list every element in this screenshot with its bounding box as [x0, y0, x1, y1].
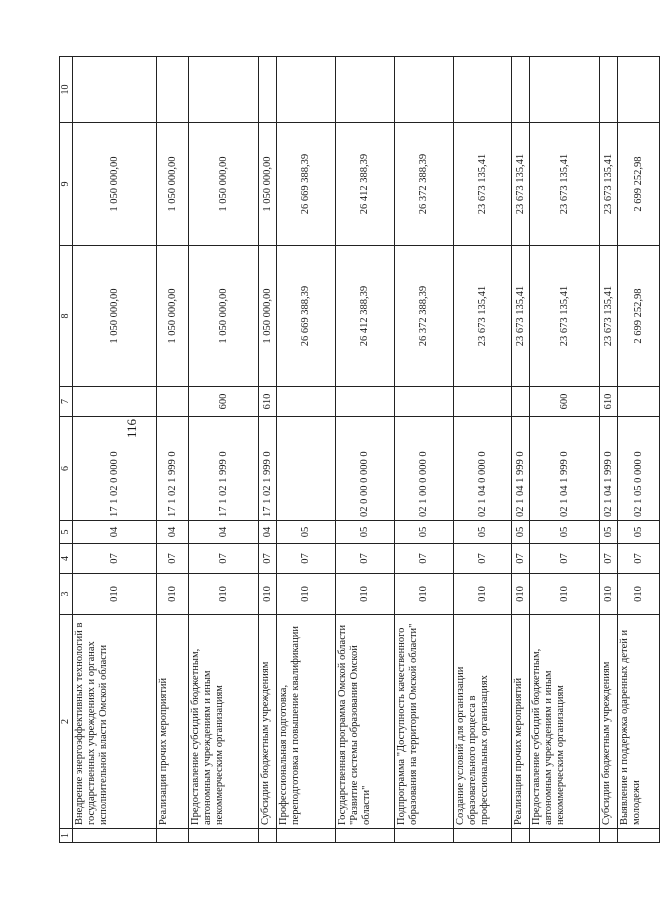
column-number: 5 — [60, 521, 73, 544]
subsection-code-cell: 05 — [600, 521, 618, 544]
row-name-cell: Профессиональная подготовка, переподготовка и повышение квалификации — [277, 615, 336, 829]
amount-cell: 1 050 000,00 — [157, 246, 189, 387]
amount-cell: 23 673 135,41 — [600, 123, 618, 246]
row-index-cell — [512, 829, 530, 843]
expense-type-cell — [618, 387, 660, 417]
subsection-code-cell: 04 — [189, 521, 259, 544]
section-code-cell: 07 — [189, 544, 259, 574]
table-row — [259, 57, 277, 843]
amount-cell: 2 699 252,98 — [618, 123, 660, 246]
section-code-cell: 07 — [259, 544, 277, 574]
target-article-cell: 02 1 04 1 999 0 — [600, 417, 618, 521]
row-index-cell — [530, 829, 600, 843]
row-name-cell: Субсидии бюджетным учреждениям — [259, 615, 277, 829]
section-code-cell: 07 — [530, 544, 600, 574]
subsection-code-cell: 05 — [512, 521, 530, 544]
row-name-cell: Реализация прочих мероприятий — [157, 615, 189, 829]
section-code-cell: 07 — [395, 544, 454, 574]
row-name-cell: Создание условий для организации образовательного процесса в профессиональных организациях — [454, 615, 512, 829]
amount-cell — [454, 57, 512, 123]
amount-cell — [530, 57, 600, 123]
expense-type-cell — [454, 387, 512, 417]
expense-type-cell — [512, 387, 530, 417]
amount-cell — [395, 57, 454, 123]
amount-cell: 26 372 388,39 — [395, 246, 454, 387]
amount-cell: 1 050 000,00 — [73, 246, 157, 387]
row-index-cell — [336, 829, 395, 843]
amount-cell: 23 673 135,41 — [454, 123, 512, 246]
section-code-cell: 07 — [336, 544, 395, 574]
column-number: 7 — [60, 387, 73, 417]
row-index-cell — [73, 829, 157, 843]
amount-cell: 1 050 000,00 — [259, 123, 277, 246]
section-code-cell: 07 — [73, 544, 157, 574]
row-index-cell — [277, 829, 336, 843]
subsection-code-cell: 05 — [336, 521, 395, 544]
row-index-cell — [618, 829, 660, 843]
ministry-code-cell: 010 — [395, 574, 454, 615]
row-name-cell: Внедрение энергоэффективных технологий в государственных учреждениях и органах исполнительной власти Омской области — [73, 615, 157, 829]
table-row — [277, 57, 336, 843]
row-name-cell: Выявление и поддержка одаренных детей и молодежи — [618, 615, 660, 829]
ministry-code-cell: 010 — [454, 574, 512, 615]
row-name-cell: Субсидии бюджетным учреждениям — [600, 615, 618, 829]
amount-cell: 23 673 135,41 — [454, 246, 512, 387]
row-index-cell — [157, 829, 189, 843]
expense-type-cell — [157, 387, 189, 417]
amount-cell: 26 412 388,39 — [336, 123, 395, 246]
amount-cell: 26 412 388,39 — [336, 246, 395, 387]
column-number: 4 — [60, 544, 73, 574]
table-body — [60, 57, 660, 843]
subsection-code-cell: 05 — [530, 521, 600, 544]
amount-cell: 26 669 388,39 — [277, 246, 336, 387]
expense-type-cell: 600 — [530, 387, 600, 417]
row-name-cell: Реализация прочих мероприятий — [512, 615, 530, 829]
subsection-code-cell: 04 — [157, 521, 189, 544]
section-code-cell: 07 — [512, 544, 530, 574]
target-article-cell: 02 1 04 1 999 0 — [530, 417, 600, 521]
budget-table — [59, 56, 660, 843]
expense-type-cell: 610 — [259, 387, 277, 417]
ministry-code-cell: 010 — [73, 574, 157, 615]
expense-type-cell — [73, 387, 157, 417]
table-row — [512, 57, 530, 843]
page-number: 116 — [124, 418, 139, 438]
row-index-cell — [600, 829, 618, 843]
table-row — [73, 57, 157, 843]
ministry-code-cell: 010 — [336, 574, 395, 615]
amount-cell: 23 673 135,41 — [600, 246, 618, 387]
amount-cell: 1 050 000,00 — [73, 123, 157, 246]
row-index-cell — [259, 829, 277, 843]
expense-type-cell — [336, 387, 395, 417]
ministry-code-cell: 010 — [277, 574, 336, 615]
ministry-code-cell: 010 — [512, 574, 530, 615]
subsection-code-cell: 05 — [454, 521, 512, 544]
amount-cell: 1 050 000,00 — [259, 246, 277, 387]
amount-cell — [73, 57, 157, 123]
ministry-code-cell: 010 — [259, 574, 277, 615]
subsection-code-cell: 05 — [277, 521, 336, 544]
amount-cell — [618, 57, 660, 123]
row-name-cell: Государственная программа Омской области "Развитие системы образования Омской области" — [336, 615, 395, 829]
table-row — [395, 57, 454, 843]
table-row — [618, 57, 660, 843]
section-code-cell: 07 — [600, 544, 618, 574]
amount-cell — [189, 57, 259, 123]
target-article-cell: 17 1 02 1 999 0 — [157, 417, 189, 521]
section-code-cell: 07 — [157, 544, 189, 574]
amount-cell: 23 673 135,41 — [512, 246, 530, 387]
amount-cell — [259, 57, 277, 123]
row-name-cell: Предоставление субсидий бюджетным, автономным учреждениям и иным некоммерческим организациям — [530, 615, 600, 829]
column-number-row — [60, 57, 73, 843]
target-article-cell: 17 1 02 1 999 0 — [259, 417, 277, 521]
subsection-code-cell: 05 — [395, 521, 454, 544]
section-code-cell: 07 — [618, 544, 660, 574]
subsection-code-cell: 05 — [618, 521, 660, 544]
row-index-cell — [454, 829, 512, 843]
amount-cell — [277, 57, 336, 123]
target-article-cell: 02 0 00 0 000 0 — [336, 417, 395, 521]
ministry-code-cell: 010 — [530, 574, 600, 615]
column-number: 10 — [60, 57, 73, 123]
amount-cell — [336, 57, 395, 123]
section-code-cell: 07 — [277, 544, 336, 574]
column-number: 1 — [60, 829, 73, 843]
target-article-cell: 17 1 02 1 999 0 — [189, 417, 259, 521]
amount-cell: 26 372 388,39 — [395, 123, 454, 246]
table-row — [600, 57, 618, 843]
amount-cell — [157, 57, 189, 123]
target-article-cell: 02 1 04 0 000 0 — [454, 417, 512, 521]
ministry-code-cell: 010 — [600, 574, 618, 615]
amount-cell: 23 673 135,41 — [530, 246, 600, 387]
column-number: 9 — [60, 123, 73, 246]
rotated-page-content — [59, 57, 644, 843]
subsection-code-cell: 04 — [73, 521, 157, 544]
column-number: 8 — [60, 246, 73, 387]
row-name-cell: Подпрограмма "Доступность качественного образования на территории Омской области" — [395, 615, 454, 829]
table-row — [336, 57, 395, 843]
target-article-cell — [277, 417, 336, 521]
target-article-cell: 17 1 02 0 000 0 — [73, 417, 157, 521]
table-row — [157, 57, 189, 843]
amount-cell: 1 050 000,00 — [189, 246, 259, 387]
amount-cell: 1 050 000,00 — [189, 123, 259, 246]
column-number: 6 — [60, 417, 73, 521]
subsection-code-cell: 04 — [259, 521, 277, 544]
column-number: 2 — [60, 615, 73, 829]
amount-cell: 23 673 135,41 — [530, 123, 600, 246]
table-row — [530, 57, 600, 843]
ministry-code-cell: 010 — [618, 574, 660, 615]
expense-type-cell — [277, 387, 336, 417]
amount-cell: 23 673 135,41 — [512, 123, 530, 246]
column-number: 3 — [60, 574, 73, 615]
amount-cell — [600, 57, 618, 123]
table-row — [454, 57, 512, 843]
amount-cell: 1 050 000,00 — [157, 123, 189, 246]
amount-cell: 26 669 388,39 — [277, 123, 336, 246]
target-article-cell: 02 1 04 1 999 0 — [512, 417, 530, 521]
target-article-cell: 02 1 00 0 000 0 — [395, 417, 454, 521]
section-code-cell: 07 — [454, 544, 512, 574]
row-index-cell — [395, 829, 454, 843]
target-article-cell: 02 1 05 0 000 0 — [618, 417, 660, 521]
amount-cell: 2 699 252,98 — [618, 246, 660, 387]
ministry-code-cell: 010 — [189, 574, 259, 615]
ministry-code-cell: 010 — [157, 574, 189, 615]
expense-type-cell: 610 — [600, 387, 618, 417]
amount-cell — [512, 57, 530, 123]
expense-type-cell — [395, 387, 454, 417]
row-name-cell: Предоставление субсидий бюджетным, автономным учреждениям и иным некоммерческим организациям — [189, 615, 259, 829]
expense-type-cell: 600 — [189, 387, 259, 417]
table-row — [189, 57, 259, 843]
row-index-cell — [189, 829, 259, 843]
